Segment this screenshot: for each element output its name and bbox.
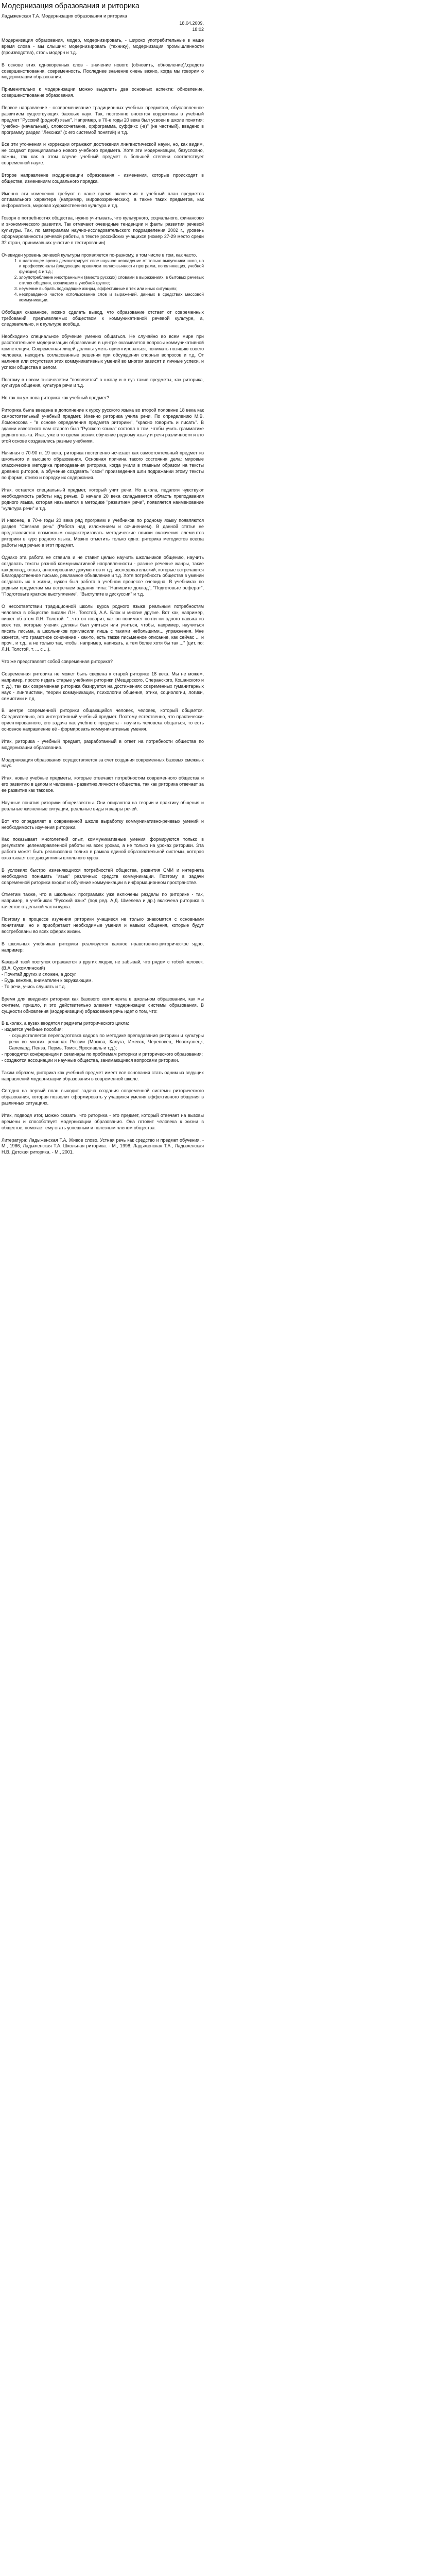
paragraph: О несоответствии традиционной школы курса родного языка реальным потребностям человека в обществе писали Л.Н. Толстой, А.А. Блок и многие другие. Вот как, например, пишет об этом Л.Н. Толстой: "...что он говорит, как он понимает почти ни одного навыка из всех тех, которые ученик должны был учиться или учиться, чтобы, например, научиться писать письма, а школьников пригласили лишь с такими небольшими... упражнения. Мне кажется, что грамотное сочинение - как-то, есть также письменное описание, как сейчас ... и проч., и т.д., а не только так, чтобы, например, написать, а тем более хотя бы так ..." (цит. по: Л.Н. Толстой, т. ... с ...).: [2, 604, 204, 652]
paragraph: Модернизация образования, модер, модернизировать, - широко употребительные в наше время слова - мы слышим: модернизировать (технику), модернизация промышленности (производства), столь модерн и т.д.: [2, 38, 204, 55]
dash-list: [2, 1027, 204, 1063]
paragraph: Однако эта работа не ставила и не ставит целью научить школьников общению, научить создавать тексты разной коммуникативной направленности - разные речевые жанры, такие как доклад, отзыв, аннотирование документов и т.д. исследовательский, которые встречаются Благодарственное письмо, рекламное объявление и т.д. Хотя потребность общества в умении создавать их в жизни, нужен был работа в учебном процессе очевидна. В учебниках по родным предметам мы встречаем задания типа: "Напишите доклад", "Подготовьте реферат", "Подготовьте краткое выступление", "Выступите в дискуссии" и т.д.: [2, 554, 204, 597]
paragraph: Вот что определяет в современной школе выработку коммуникативно-речевых умений и необходимость изучения риторики.: [2, 818, 204, 830]
paragraph: Именно эти изменения требуют в наше время включения в учебный план предметов оптимального характера (например, мировоззренческих), а также таких предметов, как информатика, мировая художественная культура и т.д.: [2, 191, 204, 209]
list-item: 2. злоупотребление иностранными (вместо русских) словами в выражениях, в бытовых речевых стилях общения, возникших в учебной группе;: [19, 275, 204, 286]
author-byline: Ладыженская Т.А. Модернизация образования и риторика: [2, 13, 127, 19]
publish-time: 18:02: [192, 27, 204, 32]
list-item: - Будь вежлив, внимателен к окружающим.: [2, 978, 93, 984]
paragraph: В школах, а вузах вводятся предметы риторического цикла:: [2, 1021, 129, 1026]
paragraph: Применительно к модернизации можно выделить два основных аспекта: обновление, совершенствование образования.: [2, 87, 204, 98]
list-item: - То речи, учись слушать и т.д.: [2, 984, 66, 989]
paragraph: Литература: Ладыженская Т.А. Живое слово. Устная речь как средство и предмет обучения. - М., 1986; Ладыженская Т.А. Школьная риторика. - М., 1998; Ладыженская Т.А., Ладыженская Н.В. Детская риторика. - М., 2001.: [2, 1137, 204, 1155]
paragraph: Но так ли уж нова риторика как учебный предмет?: [2, 395, 110, 401]
paragraph: Научные понятия риторики общеизвестны. Они опираются на теории и практику общения и реальные жизненные ситуации, реальные виды и жанры речей.: [2, 800, 204, 811]
list-item: 1. в настоящее время демонстрирует свое научное невладение от только выпускники школ, но и профессионалы (владеющие правилом полноязычности программ, пополняющих, учебной функции) 4 и т.д.;: [19, 259, 204, 276]
paragraph: Итак, новые учебные предметы, которые отвечают потребностям современного общества и его развитию в целом и человека - развитию личности общества, так как риторика отвечает за ее развитие как таковое.: [2, 775, 204, 793]
list-item: 4. неоправданно частое использование слов и выражений, данных в средствах массовой коммуникации.: [19, 292, 204, 303]
paragraph: Итак, риторика - учебный предмет, разработанный в ответ на потребности общества по модернизации образования.: [2, 738, 204, 750]
paragraph: Модернизация образования осуществляется за счет создания современных базовых смежных наук.: [2, 757, 204, 769]
paragraph: Современная риторика не может быть сведена к старой риторике 18 века. Мы не можем, например, просто издать старые учебники риторики (Мещерского, Сперанского, Кошанского и т. д.), так как современная риторика базируется на достижениях современных гуманитарных наук - лингвистики, теории коммуникации, психологии общения, этики, социологии, логики, семиотики и т.д.: [2, 671, 204, 701]
paragraph: Начиная с 70-90 гг. 19 века, риторика постепенно исчезает как самостоятельный предмет из школьного и высшего образования. Основная причина такого состояния дела: мировые классические методика преподавания риторика, когда учили в главным образом на тексты древних риторов, а обучение создавать "свои" произведения шли подражании этому тексты по форме, стилю и порядку их содержания.: [2, 450, 204, 481]
paragraph: Очевиден уровень речевой культуры проявляется по-разному, в том числе в том, как часто.: [2, 252, 197, 258]
paragraph: Время для введения риторики как базового компонента в школьном образовании, как мы считаем, пришло, и это действительно элемент модернизации системы образования. В сущности обновления (модернизации) образования речь идет о том, что:: [2, 996, 204, 1014]
paragraph: И наконец, в 70-е годы 20 века ряд программ и учебников по родному языку появляются раздел "Связная речь" (Работа над изложением и сочинением). В данной статье не представляется возможным охарактеризовать методические поиски включения элементов риторики в курс родного языка. Можно отметить только одно: риторика методистов всегда работы над речью в этот предмет.: [2, 518, 204, 548]
paragraph: В основе этих однокоренных слов - значение нового (обновить, обновление)/,средств совершенствования, современность. Последнее значение очень важно, когда мы говорим о модернизации образования.: [2, 62, 204, 80]
paragraph: Первое направление - осовременивание традиционных учебных предметов, обусловленное развитием существующих базовых наук. Так, постоянно вносятся коррективы в учебный предмет "Русский (родной) язык". Например, в 70-е годы 20 века был усвоен в школе понятия: "учебно- (начальные), словосочетание, орфограмма, суффикс (-в)" (не частный), введено в программу раздел "Лексика" (с его системой понятий) и т.д.: [2, 105, 204, 135]
paragraph: Поэтому в новом тысячелетии "появляется" в школу и в вуз такие предметы, как риторика, культура общения, культура речи и т.д.: [2, 377, 204, 388]
list-item: - издается учебные пособия;: [2, 1027, 63, 1032]
paragraph: Как показывает многолетний опыт, коммуникативные умения формируются только в результате целенаправленной работы на всех уроках, а не только на уроках риторики. Эта работа может быть реализована только в рамках единой образовательной системы, которая охватывает все дисциплины школьного курса.: [2, 837, 204, 861]
paragraph: В центре современной риторики общающийся человек, человек, который общается. Следовательно, это интегративный учебный предмет. Поэтому естественно, что практически-ориентированного, его задача как учебного предмета - научить человека общаться, то есть основное направление её - формировать коммуникативные умения.: [2, 708, 204, 732]
paragraph: Второе направление модернизации образования - изменения, которые происходят в обществе, изменениям социального порядка.: [2, 172, 204, 184]
paragraph: Риторика была введена в дополнение к курсу русского языка во второй половине 18 века как самостоятельный учебный предмет. Именно риторика учила речи. По определению М.В. Ломоносова - "в основе определения предмета риторики", "красно говорить и писать". В здании известного нам старого был "Русского языка" состоял в том, чтобы учить грамматике родного языка. Итак, уже в то время возник обучение родному языку и речи различности и это этой основе создавались разные учебники.: [2, 408, 204, 444]
paragraph: Поэтому в процессе изучения риторики учащиеся не только знакомятся с основными понятиями, но и приобретают необходимые умения и навыки общения, которые будут востребованы во всех сферах жизни.: [2, 917, 204, 934]
article-body: [2, 38, 204, 1156]
paragraph: В школьных учебниках риторики реализуется важное нравственно-риторическое ядро, например:: [2, 941, 204, 953]
paragraph: Все эти уточнения и коррекции отражают достижения лингвистической науки, но, как видим, не создают принципиально нового учебного предмета. Хотя эти модернизации, безусловно, важны, так как в этом случае учебный предмет в большей степени соответствует современной науке.: [2, 142, 204, 166]
paragraph: Говоря о потребностях общества, нужно учитывать, что культурного, социального, финансово и экономического развития. Так отмечают очевидные тенденции и факты развития речевой культуры. Так, по материалам научно-исследовательского подразделения 2002 г., уровень сформированности речевой работы, в тексте российских учащихся (номер 27-29 место среди 32 стран, принимавших участие в тестировании).: [2, 215, 204, 245]
paragraph: Таким образом, риторика как учебный предмет имеет все основания стать одним из ведущих направлений модернизации образования в современной школе.: [2, 1070, 204, 1081]
list-item: - создаются ассоциации и научные общества, занимающиеся вопросами риторики.: [2, 1057, 179, 1063]
paragraph: В условиях быстро изменяющихся потребностей общества, развития СМИ и интернета необходимо понимать "язык" различных средств коммуникации. Поэтому в задачи современной риторики входит и обучение коммуникации в информационном пространстве.: [2, 867, 204, 885]
paragraph: Сегодня на первый план выходит задача создания современной системы риторического образования, которая позволит сформировать у учащихся умения эффективного общения в различных ситуациях.: [2, 1088, 204, 1106]
paragraph: Обобщая сказанное, можно сделать вывод, что образование отстает от современных требований, предъявляемых обществом к коммуникативной речевой культуре, а, следовательно, и к культуре вообще.: [2, 309, 204, 327]
paragraph: Что же представляет собой современная риторика?: [2, 659, 113, 665]
list-item: - проводятся конференции и семинары по проблемам риторики и риторического образования;: [2, 1051, 203, 1057]
dash-list: [2, 972, 204, 990]
list-item: 3. неумение выбрать подходящие жанры, эффективные в тех или иных ситуациях;: [19, 286, 204, 292]
paragraph: Итак, остается специальный предмет, который учит речи. Но школа, педагоги чувствуют необходимость работы над речью. В начале 20 века складывается область преподавания родного языка, которая называется в методике "развитием речи", появляется наименование "культура речи" и т.д.: [2, 487, 204, 511]
publish-date: 18.04.2009,: [179, 21, 204, 26]
paragraph: Итак, подводя итог, можно сказать, что риторика - это предмет, который отвечает на вызовы времени и способствует модернизации образования. Она готовит человека к жизни в обществе, помогает ему стать успешным и полезным членом общества.: [2, 1112, 204, 1130]
article-page: [0, 0, 204, 1156]
page-title: Модернизация образования и риторика: [2, 2, 139, 10]
list-item: - осуществляется переподготовка кадров по методике преподавания риторики и культуры речи во многих регионах России (Москва, Калуга, Ижевск, Череповец, Новокузнецк, Салехард, Пенза, Пермь, Томск, Ярославль и т.д.);: [9, 1033, 204, 1050]
numbered-list: [2, 259, 204, 303]
paragraph: Каждый твой поступок отражается в других людях, не забывай, что рядом с тобой человек. (В.А. Сухомлинский): [2, 959, 204, 971]
paragraph: Необходимо специальное обучение умению общаться. Не случайно во всем мире при расстоятельнее модернизации образования в центре оказывается вопросы коммуникативной компетенции. Современная лицей должны уметь ориентироваться, понимать позицию своего человека, находить согласованные решения при обсуждении спорных вопросов и т.д. От наличия или отсутствия этих коммуникативных умений во многом зависят и личные успехи, и успехи общества в целом.: [2, 334, 204, 370]
paragraph: Отметим также, что в школьных программах уже включены разделы по риторике - так, например, в учебниках "Русский язык" (под ред. А.Д. Шмелева и др.) включена риторика в качестве отдельной части курса.: [2, 892, 204, 910]
list-item: - Почитай других и сложен, а досуг.: [2, 972, 77, 977]
